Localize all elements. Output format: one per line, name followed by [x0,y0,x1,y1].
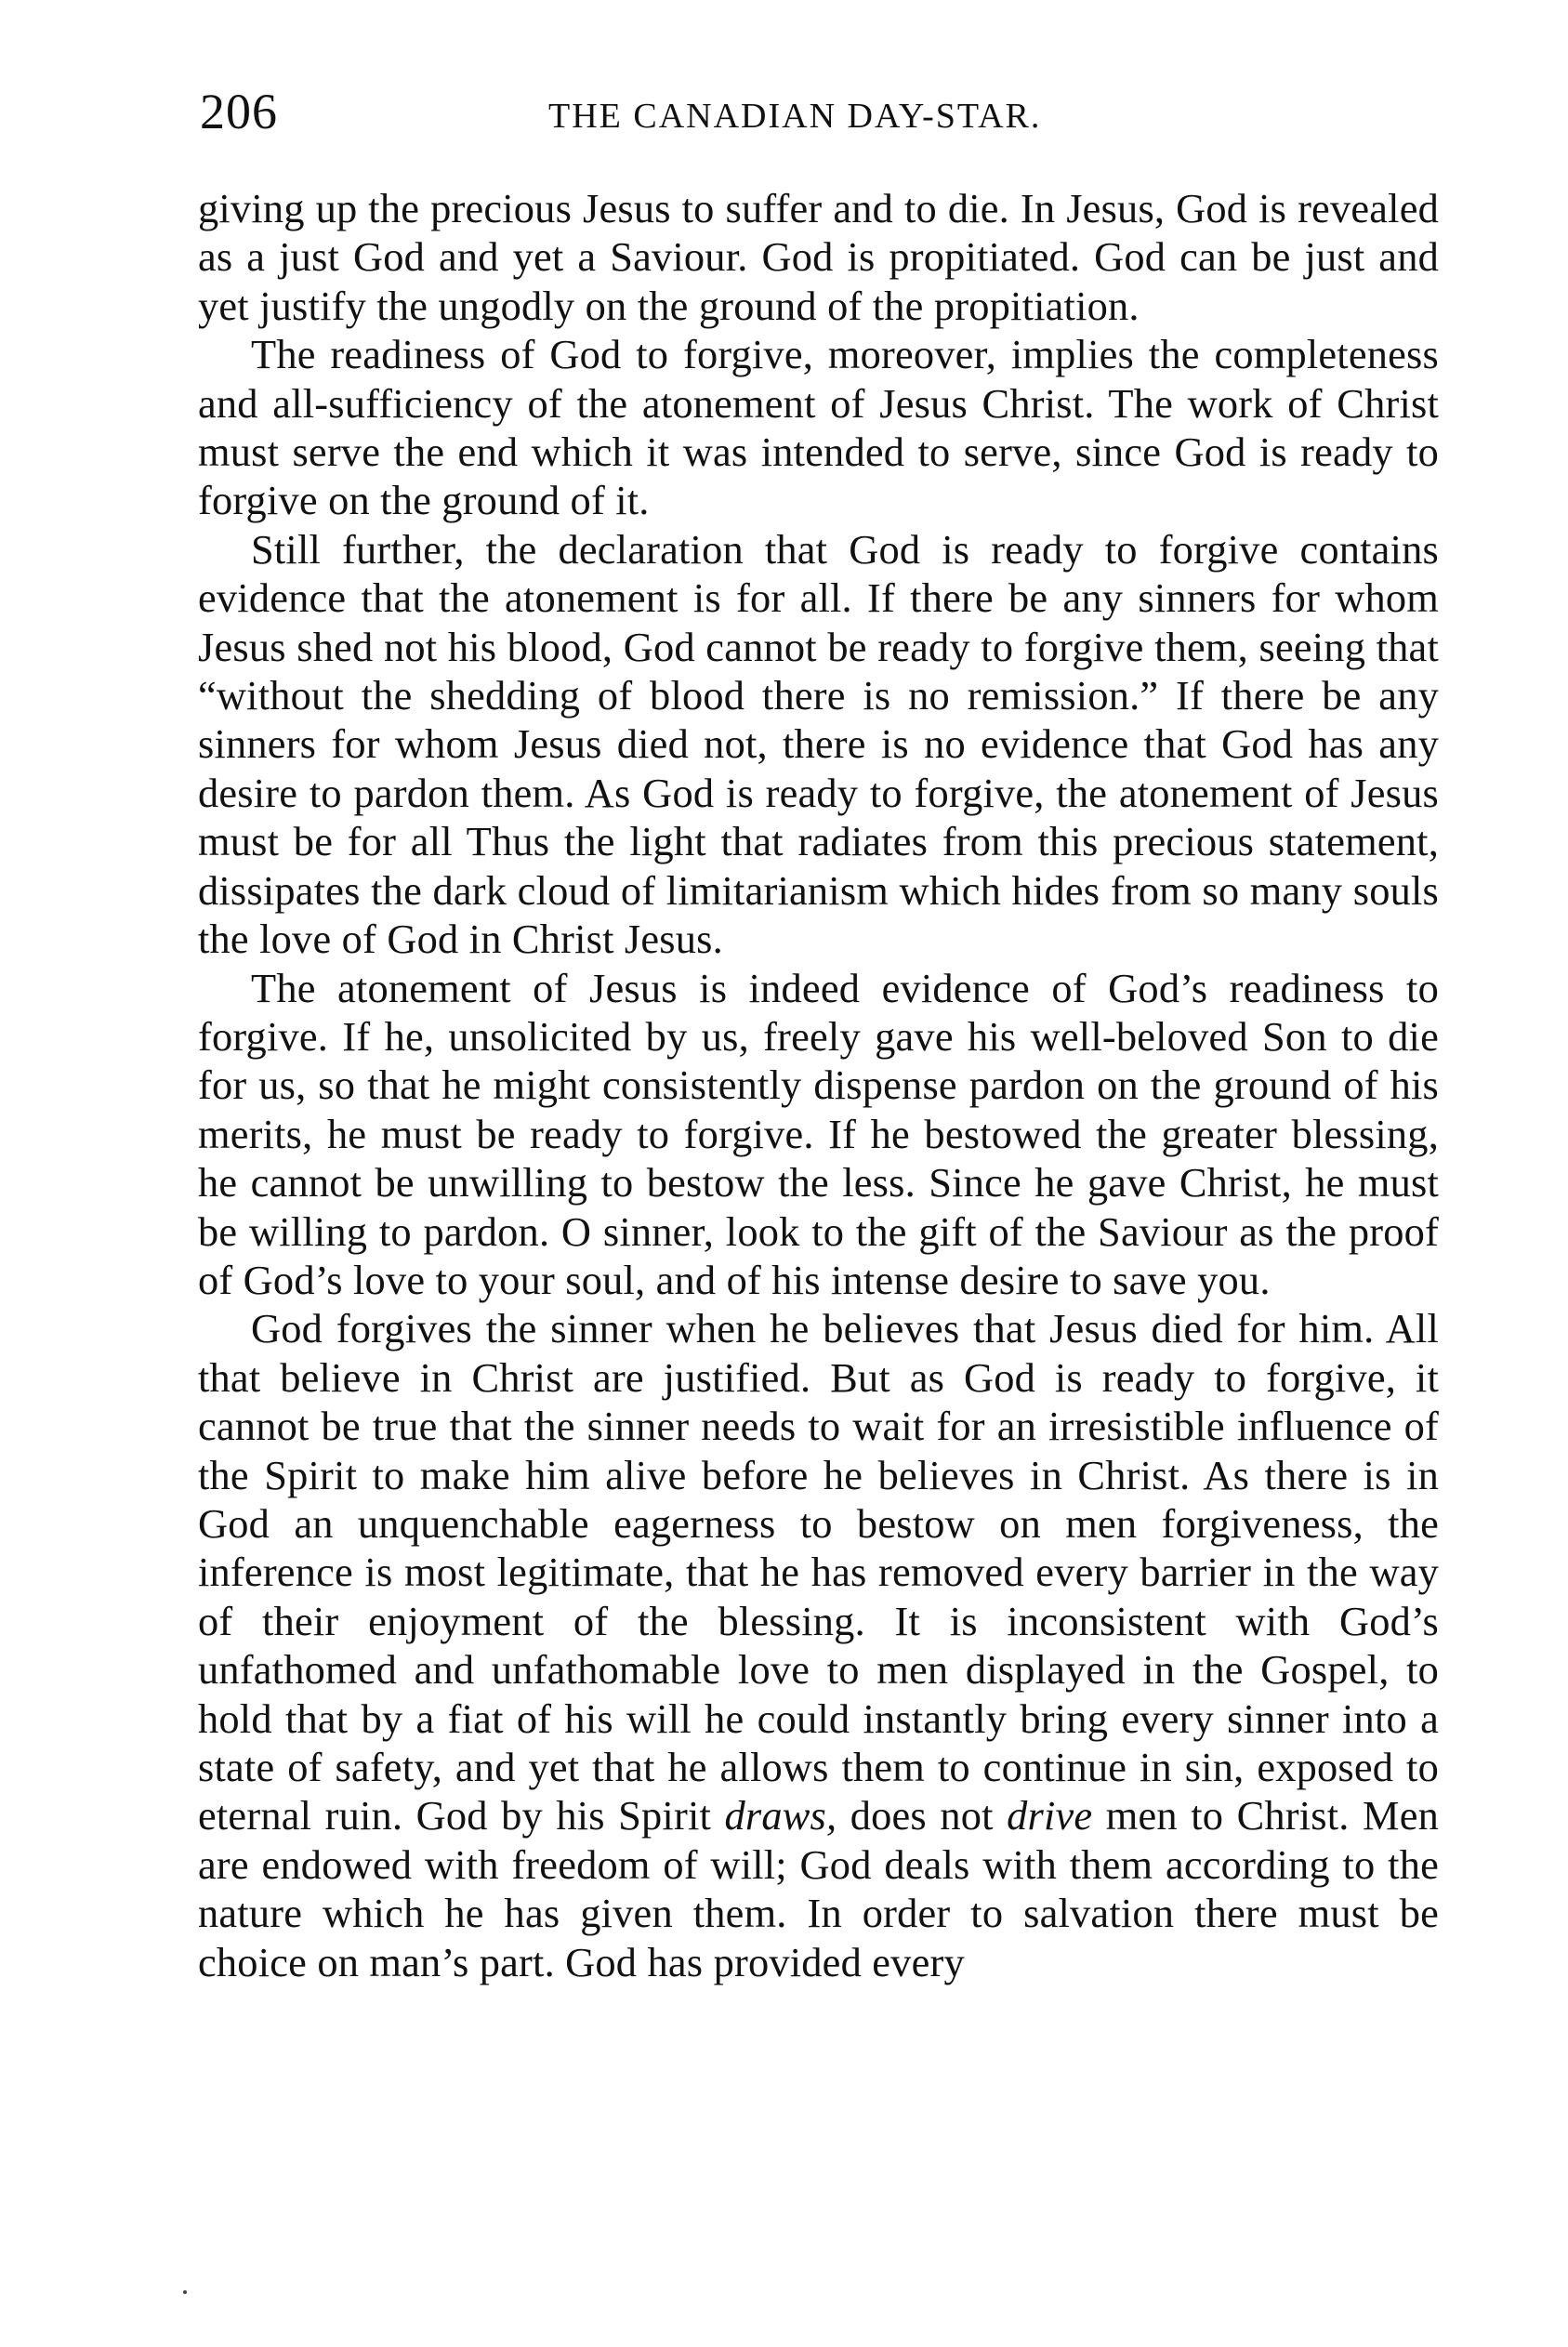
print-speck [183,2290,187,2294]
body-text [198,184,1439,1986]
paragraph-5-text-before: God forgives the sinner when he believes that Jesus died for him. All that believe in Christ are justified. But as God is ready to forgive, it cannot be true that the sinner needs to wait for an irresistible influence of the Spirit to make him alive before he believes in Christ. As there is in God an unquenchable eagerness to bestow on men forgiveness, the inference is most legitimate, that he has removed every barrier in the way of their enjoyment of the blessing. It is inconsistent with God’s unfathomed and unfathomable love to men displayed in the Gospel, to hold that by a fiat of his will he could instantly bring every sinner into a state of safety, and yet that he allows them to continue in sin, exposed to eternal ruin. God by his Spirit [198,1305,1439,1839]
emphasis-draws: draws, [724,1792,837,1839]
paragraph-5-text-after: men to Christ. Men are endowed with freedom of will; God deals with them according to the nature which he has given them. In order to salvation there must be choice on man’s part. God has provided every [198,1792,1440,1985]
paragraph-1: giving up the precious Jesus to suffer and to die. In Jesus, God is revealed as a just God and yet a Saviour. God is propitiated. God can be just and yet justify the ungodly on the ground of the propitiation. [198,185,1439,329]
paragraph-5-text-middle: does not [837,1792,1008,1839]
emphasis-drive: drive [1007,1792,1093,1839]
running-title: THE CANADIAN DAY-STAR. [548,97,1042,136]
paragraph-5 [198,1304,1439,1986]
paragraph-2: The readiness of God to forgive, moreover, implies the completeness and all-sufficiency of the atonement of Jesus Christ. The work of Christ must serve the end which it was intended to serve, since God is ready to forgive on the ground of it. [198,331,1439,524]
paragraph-3: Still further, the declaration that God is ready to forgive contains evidence that the atonement is for all. If there be any sinners for whom Jesus shed not his blood, God cannot be ready to forgive them, seeing that “without the shedding of blood there is no remission.” If there be any sinners for whom Jesus died not, there is no evidence that God has any desire to pardon them. As God is ready to forgive, the atonement of Jesus must be for all Thus the light that radiates from this precious statement, dissipates the dark cloud of limitarianism which hides from so many souls the love of God in Christ Jesus. [198,525,1439,963]
page-header [200,84,1436,149]
paragraph-4: The atonement of Jesus is indeed evidence of God’s readiness to forgive. If he, unsolicited by us, freely gave his well-beloved Son to die for us, so that he might consistently dispense pardon on the ground of his merits, he must be ready to forgive. If he bestowed the greater blessing, he cannot be unwilling to bestow the less. Since he gave Christ, he must be willing to pardon. O sinner, look to the gift of the Saviour as the proof of God’s love to your soul, and of his intense desire to save you. [198,964,1439,1303]
page-number: 206 [200,84,278,139]
